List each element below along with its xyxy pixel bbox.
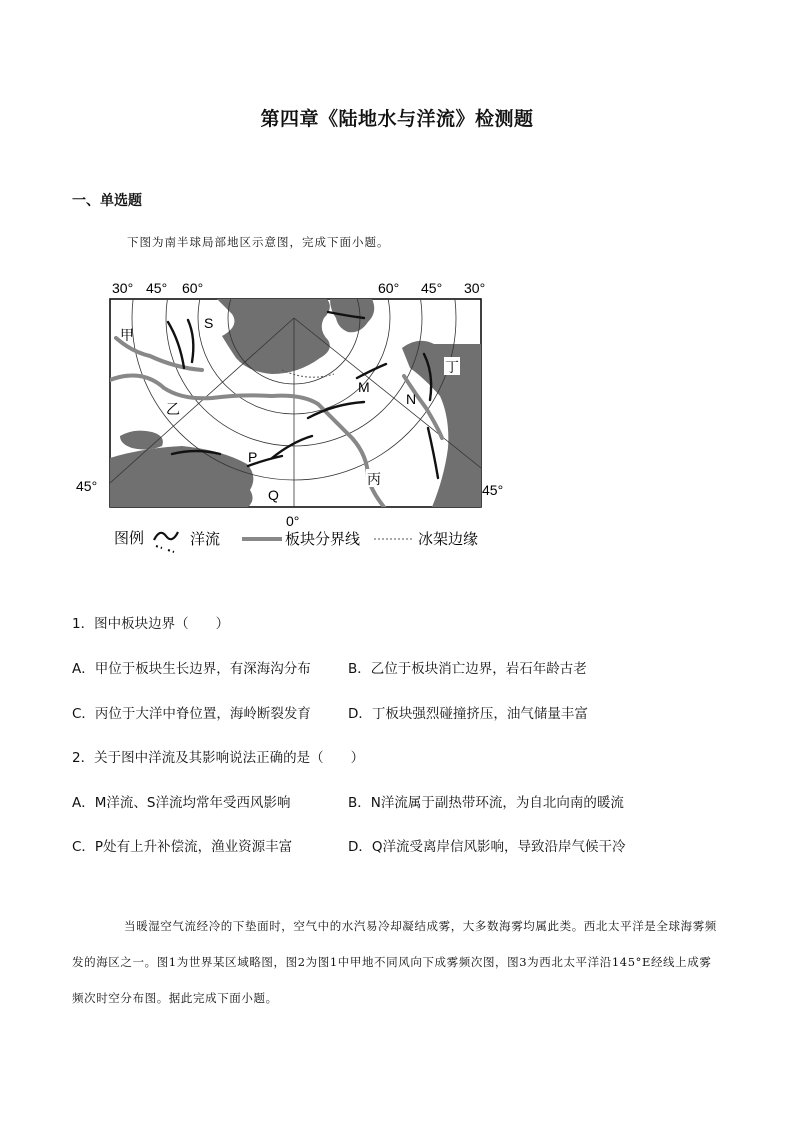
legend-title: 图例 xyxy=(114,530,145,547)
label-P: P xyxy=(248,449,258,465)
fog-passage xyxy=(72,908,722,1016)
label-S: S xyxy=(204,315,214,331)
legend-ice-label: 冰架边缘 xyxy=(418,531,479,548)
lat-top-left-3: 60° xyxy=(182,280,204,296)
label-bing: 丙 xyxy=(367,471,381,487)
label-M: M xyxy=(358,379,370,395)
intro-text: 下图为南半球局部地区示意图，完成下面小题。 xyxy=(127,235,390,249)
label-ding: 丁 xyxy=(445,359,459,375)
legend-current-icon xyxy=(154,532,178,540)
lat-top-left-1: 30° xyxy=(112,280,134,296)
lat-top-right-3: 30° xyxy=(464,280,486,296)
question-2-option-d: D．Q洋流受离岸信风影响，导致沿岸气候干冷 xyxy=(348,839,626,855)
lon-center-label: 0° xyxy=(286,513,300,529)
question-1-stem: 1．图中板块边界（ ） xyxy=(72,616,230,632)
question-2-option-a: A．M洋流、S洋流均常年受西风影响 xyxy=(72,795,291,811)
legend-plate-label: 板块分界线 xyxy=(285,531,361,548)
fog-passage-text: 当暖湿空气流经冷的下垫面时，空气中的水汽易冷却凝结成雾，大多数海雾均属此类。西北太平洋是全球海雾频发的海区之一。图1为世界某区域略图，图2为图1中甲地不同风向下成雾频次图，图3为西北太平洋沿145°E经线上成雾频次时空分布图。据此完成下面小题。 xyxy=(72,919,717,1005)
label-jia: 甲 xyxy=(120,327,134,343)
label-N: N xyxy=(406,391,417,407)
question-2-option-c: C．P处有上升补偿流，渔业资源丰富 xyxy=(72,839,293,855)
label-yi: 乙 xyxy=(166,401,180,417)
question-1-option-a: A．甲位于板块生长边界，有深海沟分布 xyxy=(72,661,311,677)
question-1-option-d: D．丁板块强烈碰撞挤压，油气储量丰富 xyxy=(348,706,588,722)
lon-right-label: 45° xyxy=(482,482,504,498)
question-1-option-c: C．丙位于大洋中脊位置，海岭断裂发育 xyxy=(72,706,311,722)
southern-hemisphere-map xyxy=(72,278,512,560)
question-1-option-b: B．乙位于板块消亡边界，岩石年龄古老 xyxy=(348,661,587,677)
section-heading: 一、单选题 xyxy=(72,193,142,209)
page-title: 第四章《陆地水与洋流》检测题 xyxy=(260,108,534,130)
lat-top-left-2: 45° xyxy=(146,280,168,296)
question-2-stem: 2．关于图中洋流及其影响说法正确的是（ ） xyxy=(72,750,365,766)
question-2-option-b: B．N洋流属于副热带环流，为自北向南的暖流 xyxy=(348,795,624,811)
legend-current-label: 洋流 xyxy=(190,531,221,548)
label-Q: Q xyxy=(268,487,279,503)
lat-top-right-2: 45° xyxy=(421,280,443,296)
lat-top-right-1: 60° xyxy=(378,280,400,296)
lon-left-label: 45° xyxy=(76,478,98,494)
